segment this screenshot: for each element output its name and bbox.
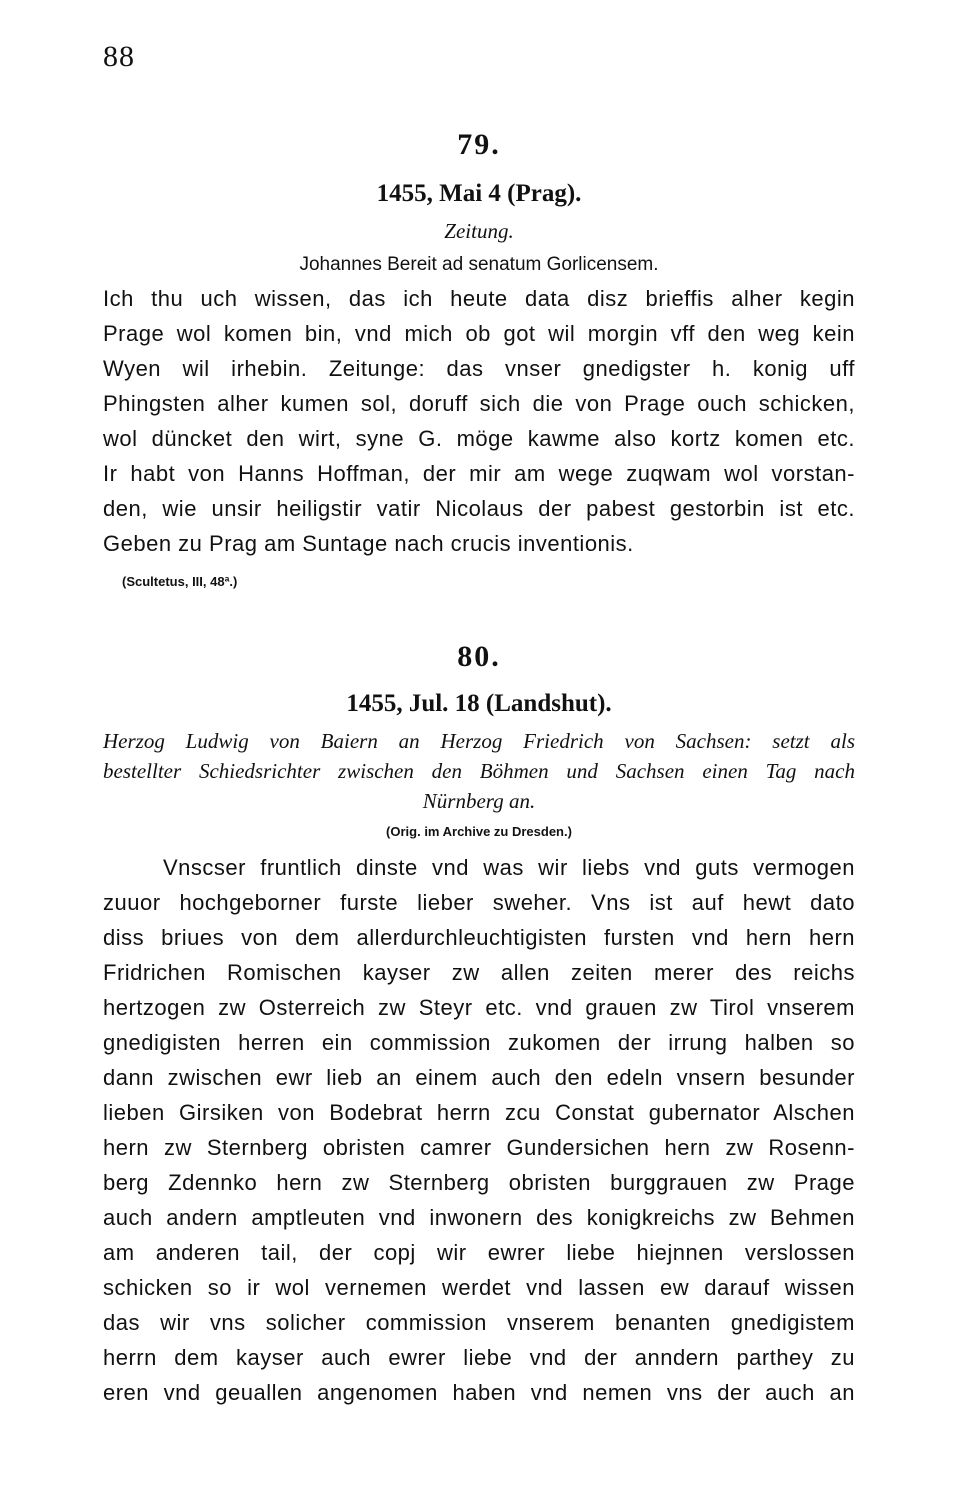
- text-line: gnedigisten herren ein commission zukomen der irrung halben so: [103, 1030, 855, 1055]
- text-line: den, wie unsir heiligstir vatir Nicolaus der pabest gestorbin ist etc.: [103, 496, 855, 521]
- summary-line: bestellter Schiedsrichter zwischen den Böhmen und Sachsen einen Tag nach: [103, 759, 855, 783]
- text-line: auch andern amptleuten vnd inwonern des konigkreichs zw Behmen: [103, 1205, 855, 1230]
- text-line: schicken so ir wol vernemen werdet vnd lassen ew darauf wissen: [103, 1275, 855, 1300]
- text-line: lieben Girsiken von Bodebrat herrn zcu Constat gubernator Alschen: [103, 1100, 855, 1125]
- text-line: zuuor hochgeborner furste lieber sweher. Vns ist auf hewt dato: [103, 890, 855, 915]
- text-line: eren vnd geuallen angenomen haben vnd nemen vns der auch an: [103, 1380, 855, 1405]
- source-note: (Scultetus, III, 48ª.): [122, 574, 238, 589]
- text-line: Geben zu Prag am Suntage nach crucis inventionis.: [103, 531, 634, 556]
- document-date: 1455, Jul. 18 (Landshut).: [346, 690, 612, 717]
- text-line: Wyen wil irhebin. Zeitunge: das vnser gnedigster h. konig uff: [103, 356, 855, 381]
- text-line: wol düncket den wirt, syne G. möge kawme also kortz komen etc.: [103, 426, 855, 451]
- text-line: am anderen tail, der copj wir ewrer liebe hiejnnen verslossen: [103, 1240, 855, 1265]
- source-note: [103, 823, 855, 841]
- document-subject: Zeitung.: [444, 219, 514, 243]
- text-line: dann zwischen ewr lieb an einem auch den edeln vnsern besunder: [103, 1065, 855, 1090]
- document-date: 1455, Mai 4 (Prag).: [376, 180, 582, 207]
- text-line: Ich thu uch wissen, das ich heute data disz brieffis alher kegin: [103, 286, 855, 311]
- text-line: berg Zdennko hern zw Sternberg obristen burggrauen zw Prage: [103, 1170, 855, 1195]
- document-number: 79.: [457, 128, 501, 161]
- text-line: Fridrichen Romischen kayser zw allen zeiten merer des reichs: [103, 960, 855, 985]
- text-line: diss briues von dem allerdurchleuchtigisten fursten vnd hern hern: [103, 925, 855, 950]
- text-line: Phingsten alher kumen sol, doruff sich die von Prage ouch schicken,: [103, 391, 855, 416]
- text-line: herrn dem kayser auch ewrer liebe vnd der anndern parthey zu: [103, 1345, 855, 1370]
- summary-line: Nürnberg an.: [422, 789, 536, 813]
- document-number: 80.: [457, 640, 501, 673]
- source-note-text: (Orig. im Archive zu Dresden.): [386, 824, 572, 839]
- text-line: hertzogen zw Osterreich zw Steyr etc. vnd grauen zw Tirol vnserem: [103, 995, 855, 1020]
- text-line: Ir habt von Hanns Hoffman, der mir am wege zuqwam wol vorstan-: [103, 461, 855, 486]
- page-number: 88: [103, 40, 135, 73]
- summary-line: Herzog Ludwig von Baiern an Herzog Friedrich von Sachsen: setzt als: [103, 729, 855, 753]
- text-line: Vnscser fruntlich dinste vnd was wir liebs vnd guts vermogen: [163, 855, 855, 880]
- text-line: Prage wol komen bin, vnd mich ob got wil morgin vff den weg kein: [103, 321, 855, 346]
- text-line: hern zw Sternberg obristen camrer Gundersichen hern zw Rosenn-: [103, 1135, 855, 1160]
- document-heading: Johannes Bereit ad senatum Gorlicensem.: [299, 254, 659, 275]
- text-line: das wir vns solicher commission vnserem benanten gnedigistem: [103, 1310, 855, 1335]
